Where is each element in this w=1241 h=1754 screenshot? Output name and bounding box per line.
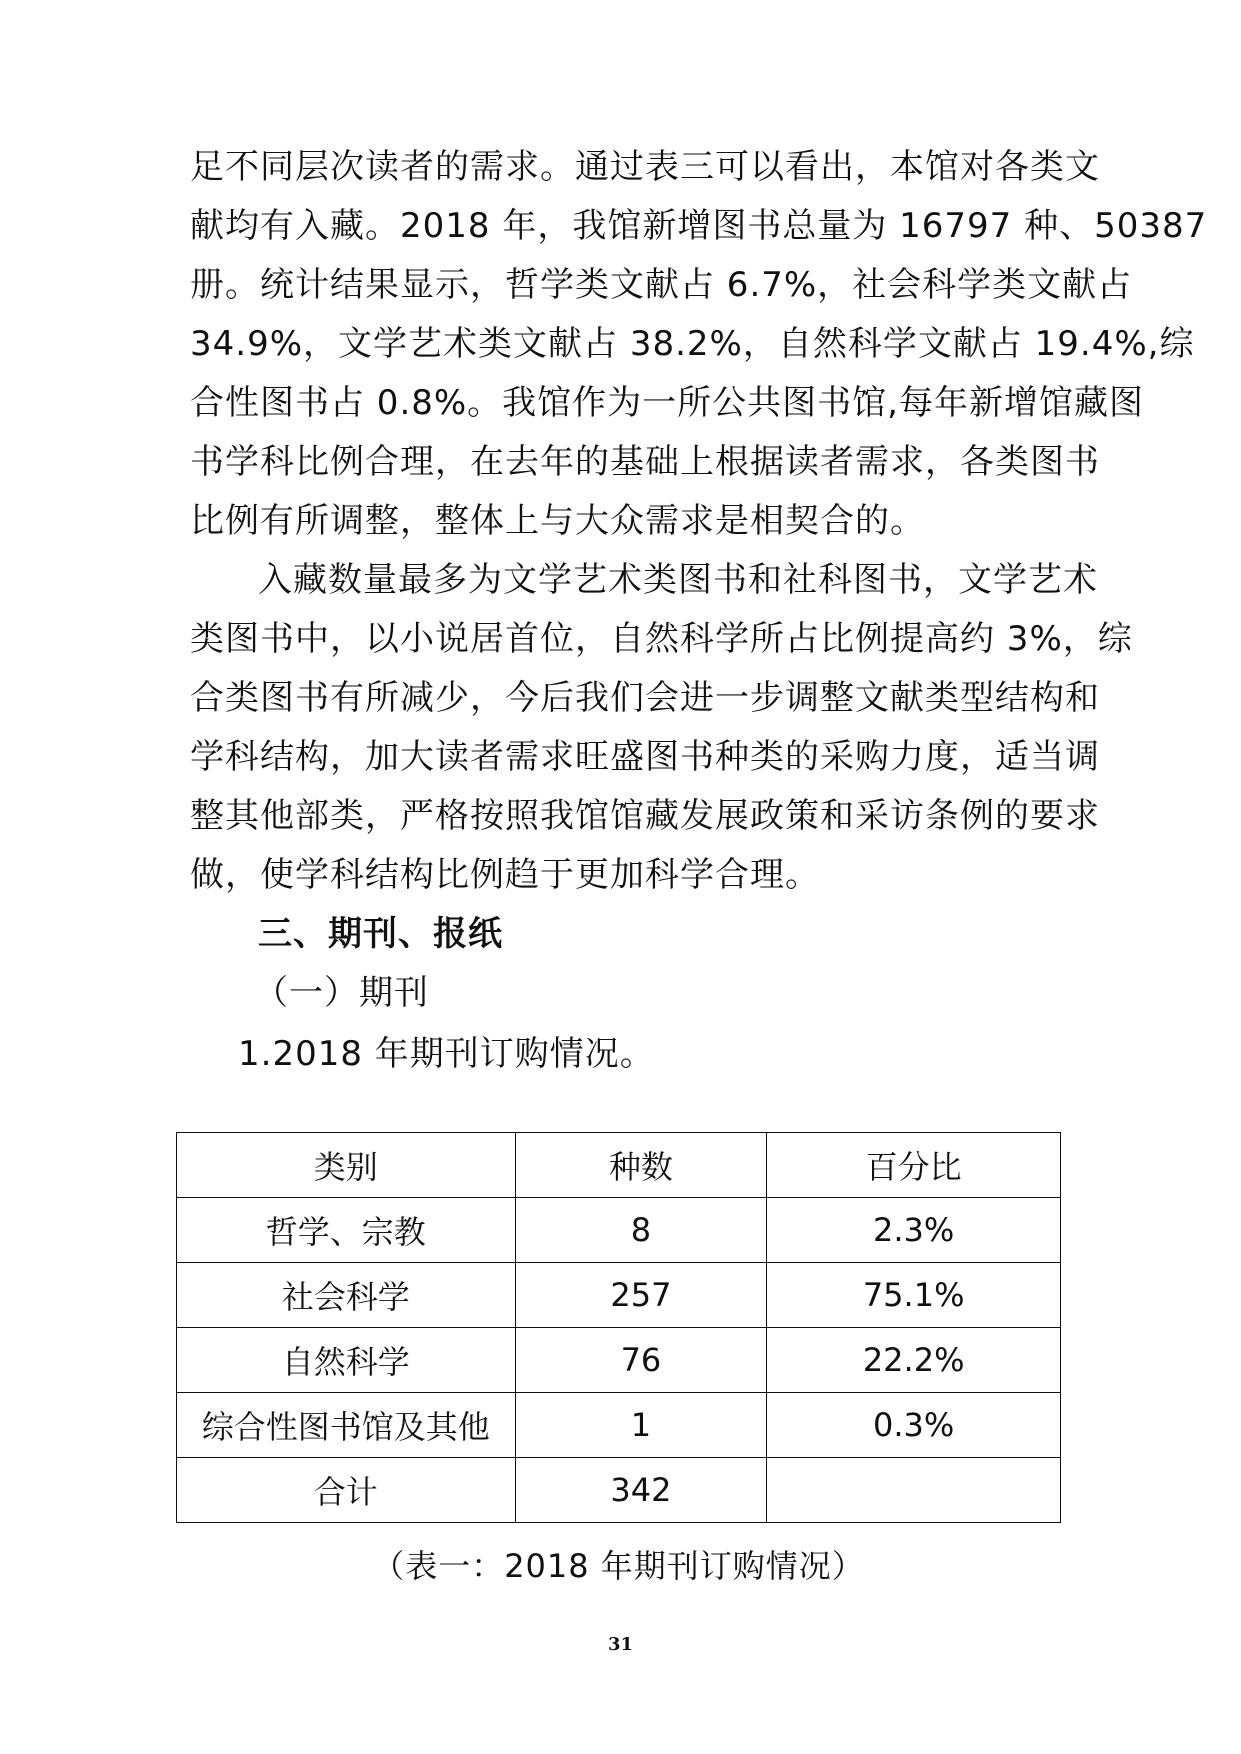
- paragraph-1-line-3: 册。统计结果显示，哲学类文献占 6.7%，社会科学类文献占: [190, 265, 1133, 305]
- paragraph-2-line-3: 合类图书有所减少，今后我们会进一步调整文献类型结构和: [190, 678, 1100, 718]
- header-count: 种数: [515, 1133, 767, 1198]
- cell-percentage: [767, 1458, 1061, 1523]
- cell-percentage: 22.2%: [767, 1328, 1061, 1393]
- page-number: 31: [607, 1634, 634, 1655]
- table-row: [177, 1263, 1061, 1328]
- cell-category: 合计: [177, 1458, 516, 1523]
- paragraph-2-line-5: 整其他部类，严格按照我馆馆藏发展政策和采访条例的要求: [190, 796, 1100, 836]
- paragraph-2-line-4: 学科结构，加大读者需求旺盛图书种类的采购力度，适当调: [190, 737, 1100, 777]
- paragraph-2-line-1: 入藏数量最多为文学艺术类图书和社科图书，文学艺术: [258, 560, 1098, 600]
- cell-count: 342: [515, 1458, 767, 1523]
- paragraph-1-line-4: 34.9%，文学艺术类文献占 38.2%，自然科学文献占 19.4%,综: [190, 324, 1195, 364]
- subsection-heading: （一）期刊: [254, 973, 429, 1013]
- paragraph-1-line-2: 献均有入藏。2018 年，我馆新增图书总量为 16797 种、50387: [190, 206, 1208, 246]
- paragraph-2-line-2: 类图书中，以小说居首位，自然科学所占比例提高约 3%，综: [190, 619, 1133, 659]
- cell-percentage: 0.3%: [767, 1393, 1061, 1458]
- cell-count: 1: [515, 1393, 767, 1458]
- paragraph-1-line-6: 书学科比例合理，在去年的基础上根据读者需求，各类图书: [190, 442, 1100, 482]
- cell-category: 哲学、宗教: [177, 1198, 516, 1263]
- table-title: 1.2018 年期刊订购情况。: [238, 1034, 655, 1074]
- section-heading: 三、期刊、报纸: [258, 914, 503, 954]
- paragraph-1-line-5: 合性图书占 0.8%。我馆作为一所公共图书馆,每年新增馆藏图: [190, 383, 1144, 423]
- table-row: [177, 1393, 1061, 1458]
- header-category: 类别: [177, 1133, 516, 1198]
- table-row: [177, 1198, 1061, 1263]
- cell-percentage: 2.3%: [767, 1198, 1061, 1263]
- cell-percentage: 75.1%: [767, 1263, 1061, 1328]
- paragraph-2-line-6: 做，使学科结构比例趋于更加科学合理。: [190, 855, 820, 895]
- cell-count: 257: [515, 1263, 767, 1328]
- table-total-row: [177, 1458, 1061, 1523]
- cell-category: 社会科学: [177, 1263, 516, 1328]
- table-caption: （表一：2018 年期刊订购情况）: [372, 1547, 865, 1585]
- periodical-subscription-table: [176, 1132, 1061, 1523]
- cell-count: 8: [515, 1198, 767, 1263]
- table-row: [177, 1328, 1061, 1393]
- header-percentage: 百分比: [767, 1133, 1061, 1198]
- paragraph-1-line-7: 比例有所调整，整体上与大众需求是相契合的。: [190, 501, 925, 541]
- paragraph-1-line-1: 足不同层次读者的需求。通过表三可以看出，本馆对各类文: [190, 147, 1100, 187]
- cell-category: 综合性图书馆及其他: [177, 1393, 516, 1458]
- cell-count: 76: [515, 1328, 767, 1393]
- table-header-row: [177, 1133, 1061, 1198]
- cell-category: 自然科学: [177, 1328, 516, 1393]
